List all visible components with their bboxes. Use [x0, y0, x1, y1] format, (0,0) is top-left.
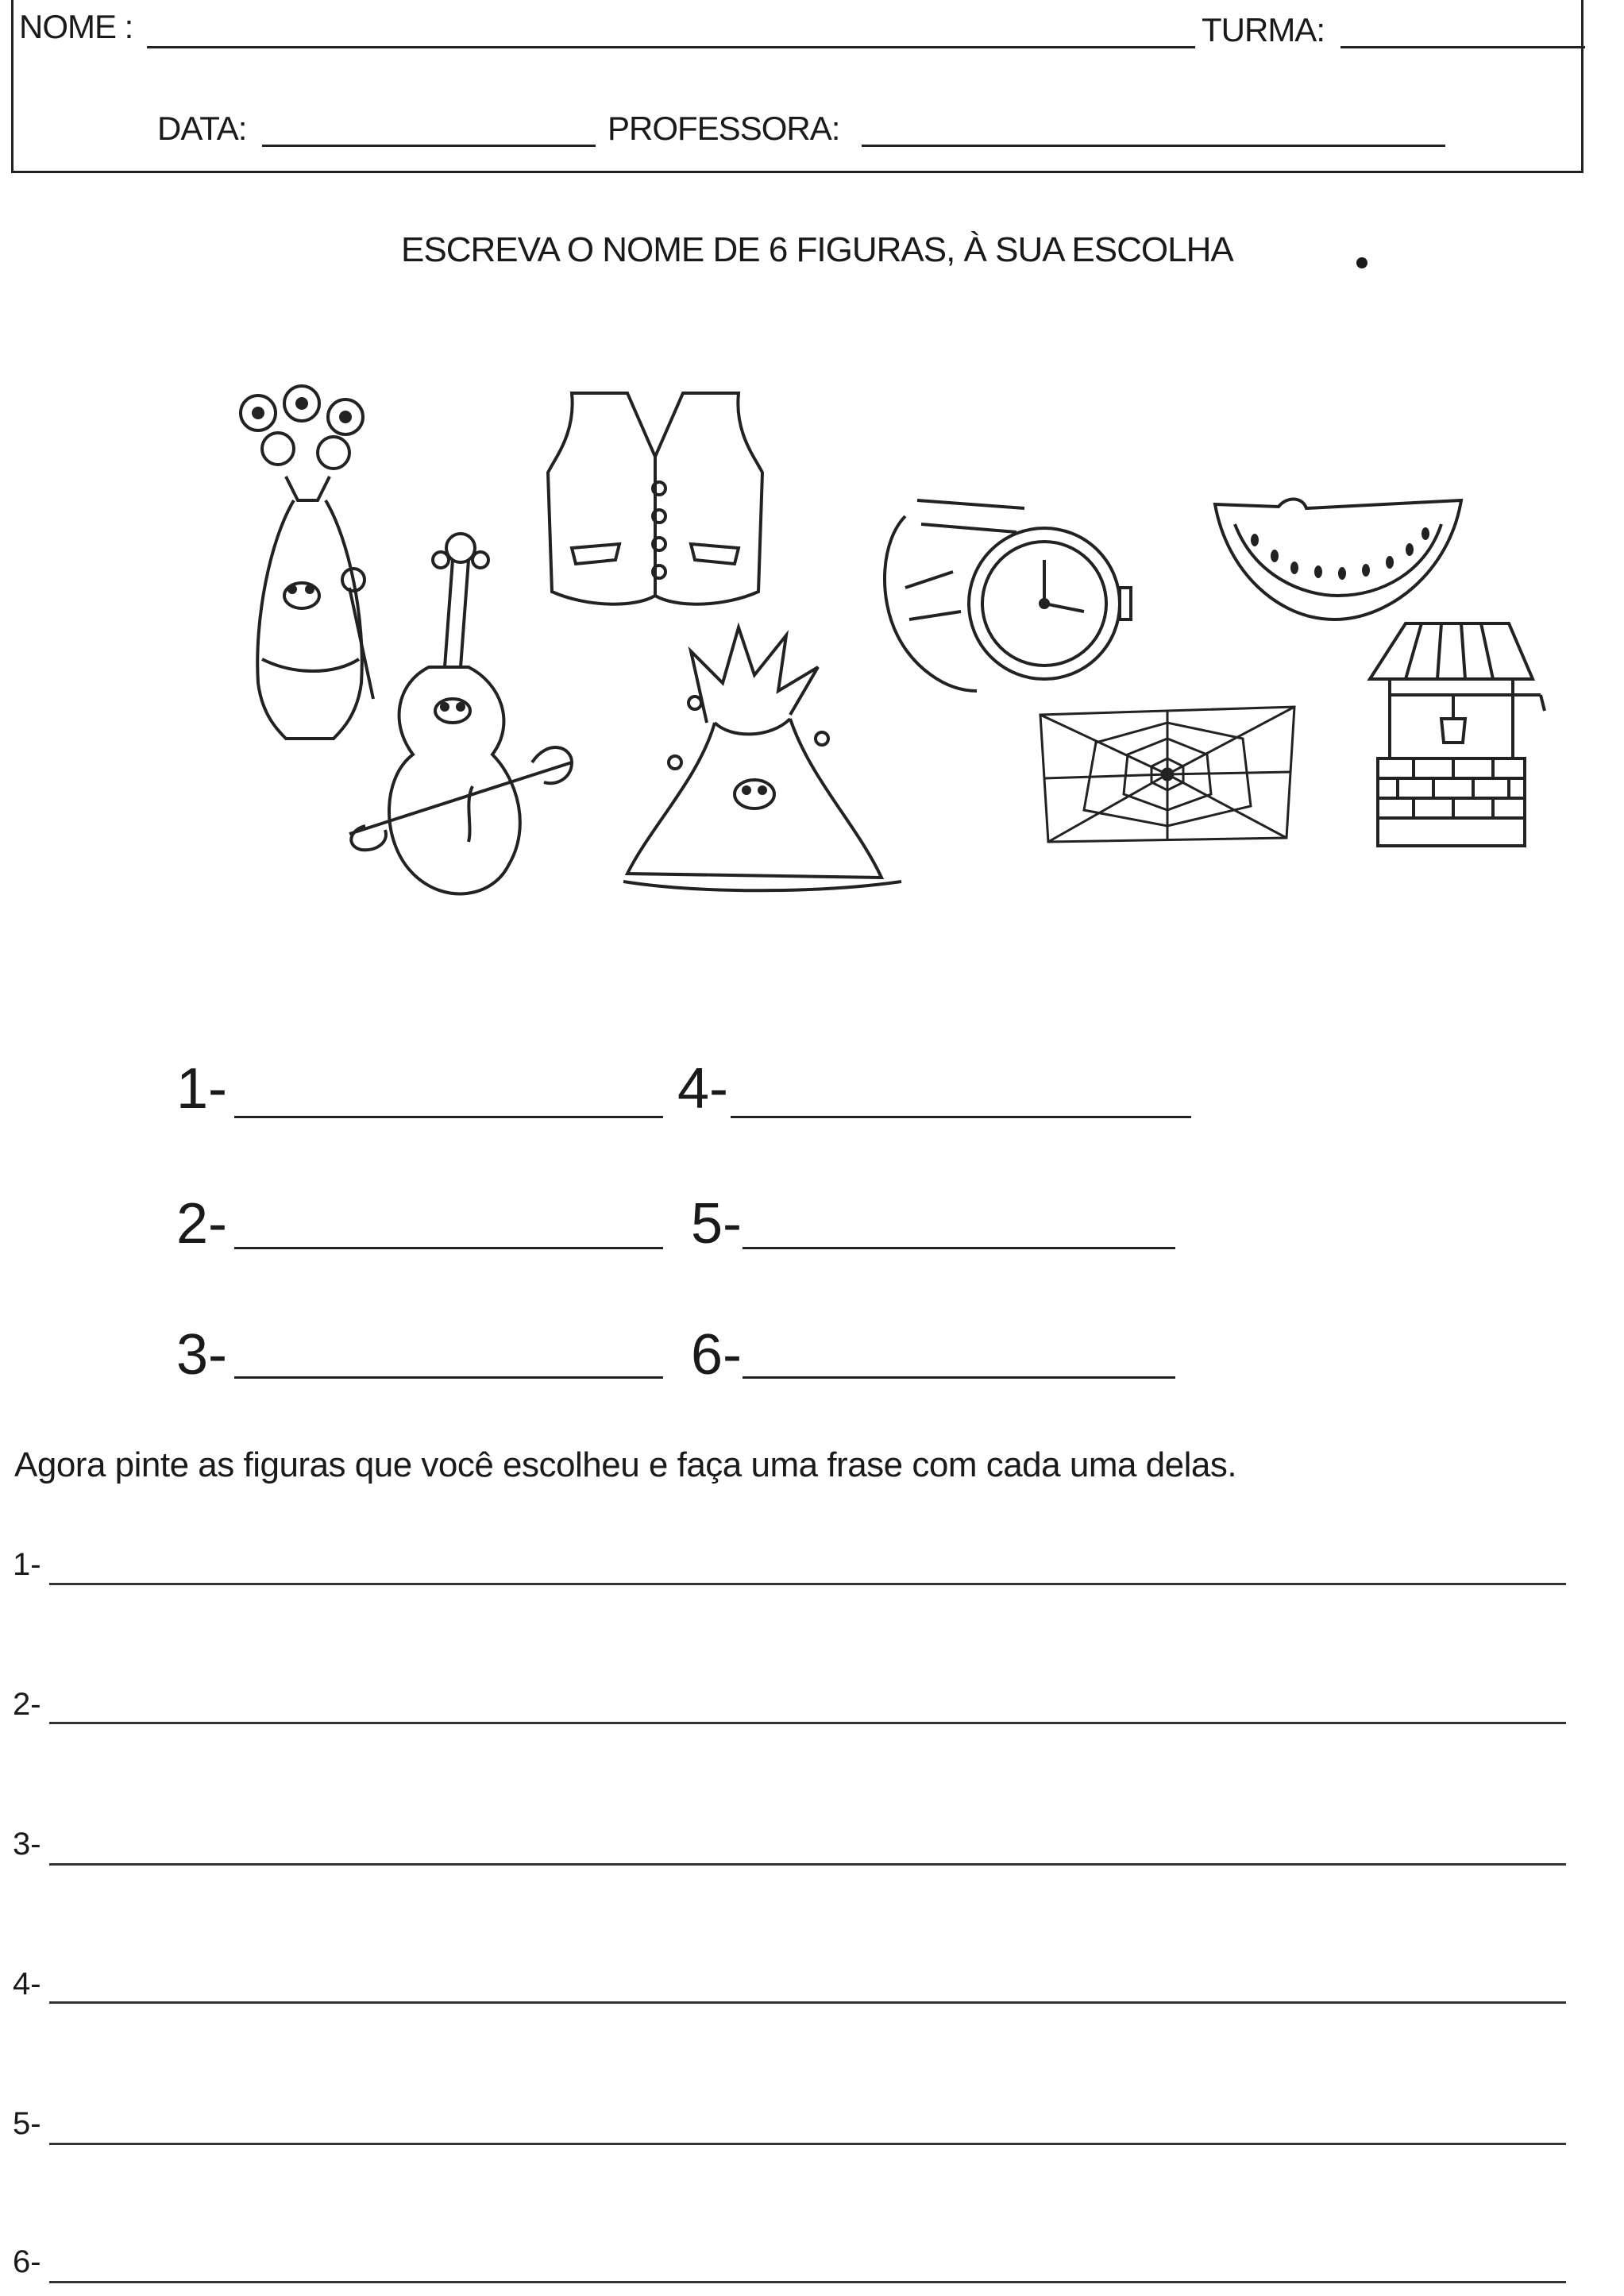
- sentence-label-2: 2-: [13, 1687, 41, 1722]
- wristwatch-icon: [874, 492, 1136, 699]
- answer-label-4: 4-: [677, 1057, 729, 1121]
- answer-line-1[interactable]: [234, 1116, 663, 1118]
- spider-web-icon: [1032, 699, 1302, 850]
- professora-label: PROFESSORA:: [608, 110, 840, 147]
- answer-label-3: 3-: [176, 1323, 228, 1387]
- data-label: DATA:: [157, 110, 247, 147]
- answer-line-4[interactable]: [731, 1116, 1191, 1118]
- sentence-line-5[interactable]: [49, 2143, 1566, 2145]
- sentence-line-2[interactable]: [49, 1722, 1566, 1724]
- vest-icon: [540, 385, 770, 623]
- sentence-label-5: 5-: [13, 2106, 41, 2141]
- sentence-label-3: 3-: [13, 1827, 41, 1862]
- answer-label-6: 6-: [691, 1323, 743, 1387]
- water-well-icon: [1366, 615, 1556, 854]
- sentence-label-6: 6-: [13, 2244, 41, 2279]
- sentence-line-3[interactable]: [49, 1863, 1566, 1866]
- answer-line-2[interactable]: [234, 1247, 663, 1249]
- volcano-icon: [619, 619, 905, 905]
- sentence-label-4: 4-: [13, 1966, 41, 2001]
- answer-label-2: 2-: [176, 1192, 228, 1256]
- sentence-line-1[interactable]: [49, 1583, 1566, 1585]
- figures-area: [0, 0, 1624, 937]
- answer-line-6[interactable]: [743, 1376, 1175, 1379]
- instruction-text: Agora pinte as figuras que você escolheu e faça uma frase com cada uma delas.: [14, 1445, 1237, 1484]
- sentence-line-4[interactable]: [49, 2001, 1566, 2004]
- answer-label-5: 5-: [691, 1192, 743, 1256]
- watermelon-slice-icon: [1207, 492, 1469, 627]
- nome-label: NOME :: [19, 8, 133, 45]
- answer-line-3[interactable]: [234, 1376, 663, 1379]
- answer-label-1: 1-: [176, 1057, 228, 1121]
- page-title: ESCREVA O NOME DE 6 FIGURAS, À SUA ESCOLHA: [401, 230, 1233, 269]
- sentence-line-6[interactable]: [49, 2281, 1566, 2283]
- sentence-label-1: 1-: [13, 1547, 41, 1582]
- turma-label: TURMA:: [1202, 11, 1325, 48]
- answer-line-5[interactable]: [743, 1247, 1175, 1249]
